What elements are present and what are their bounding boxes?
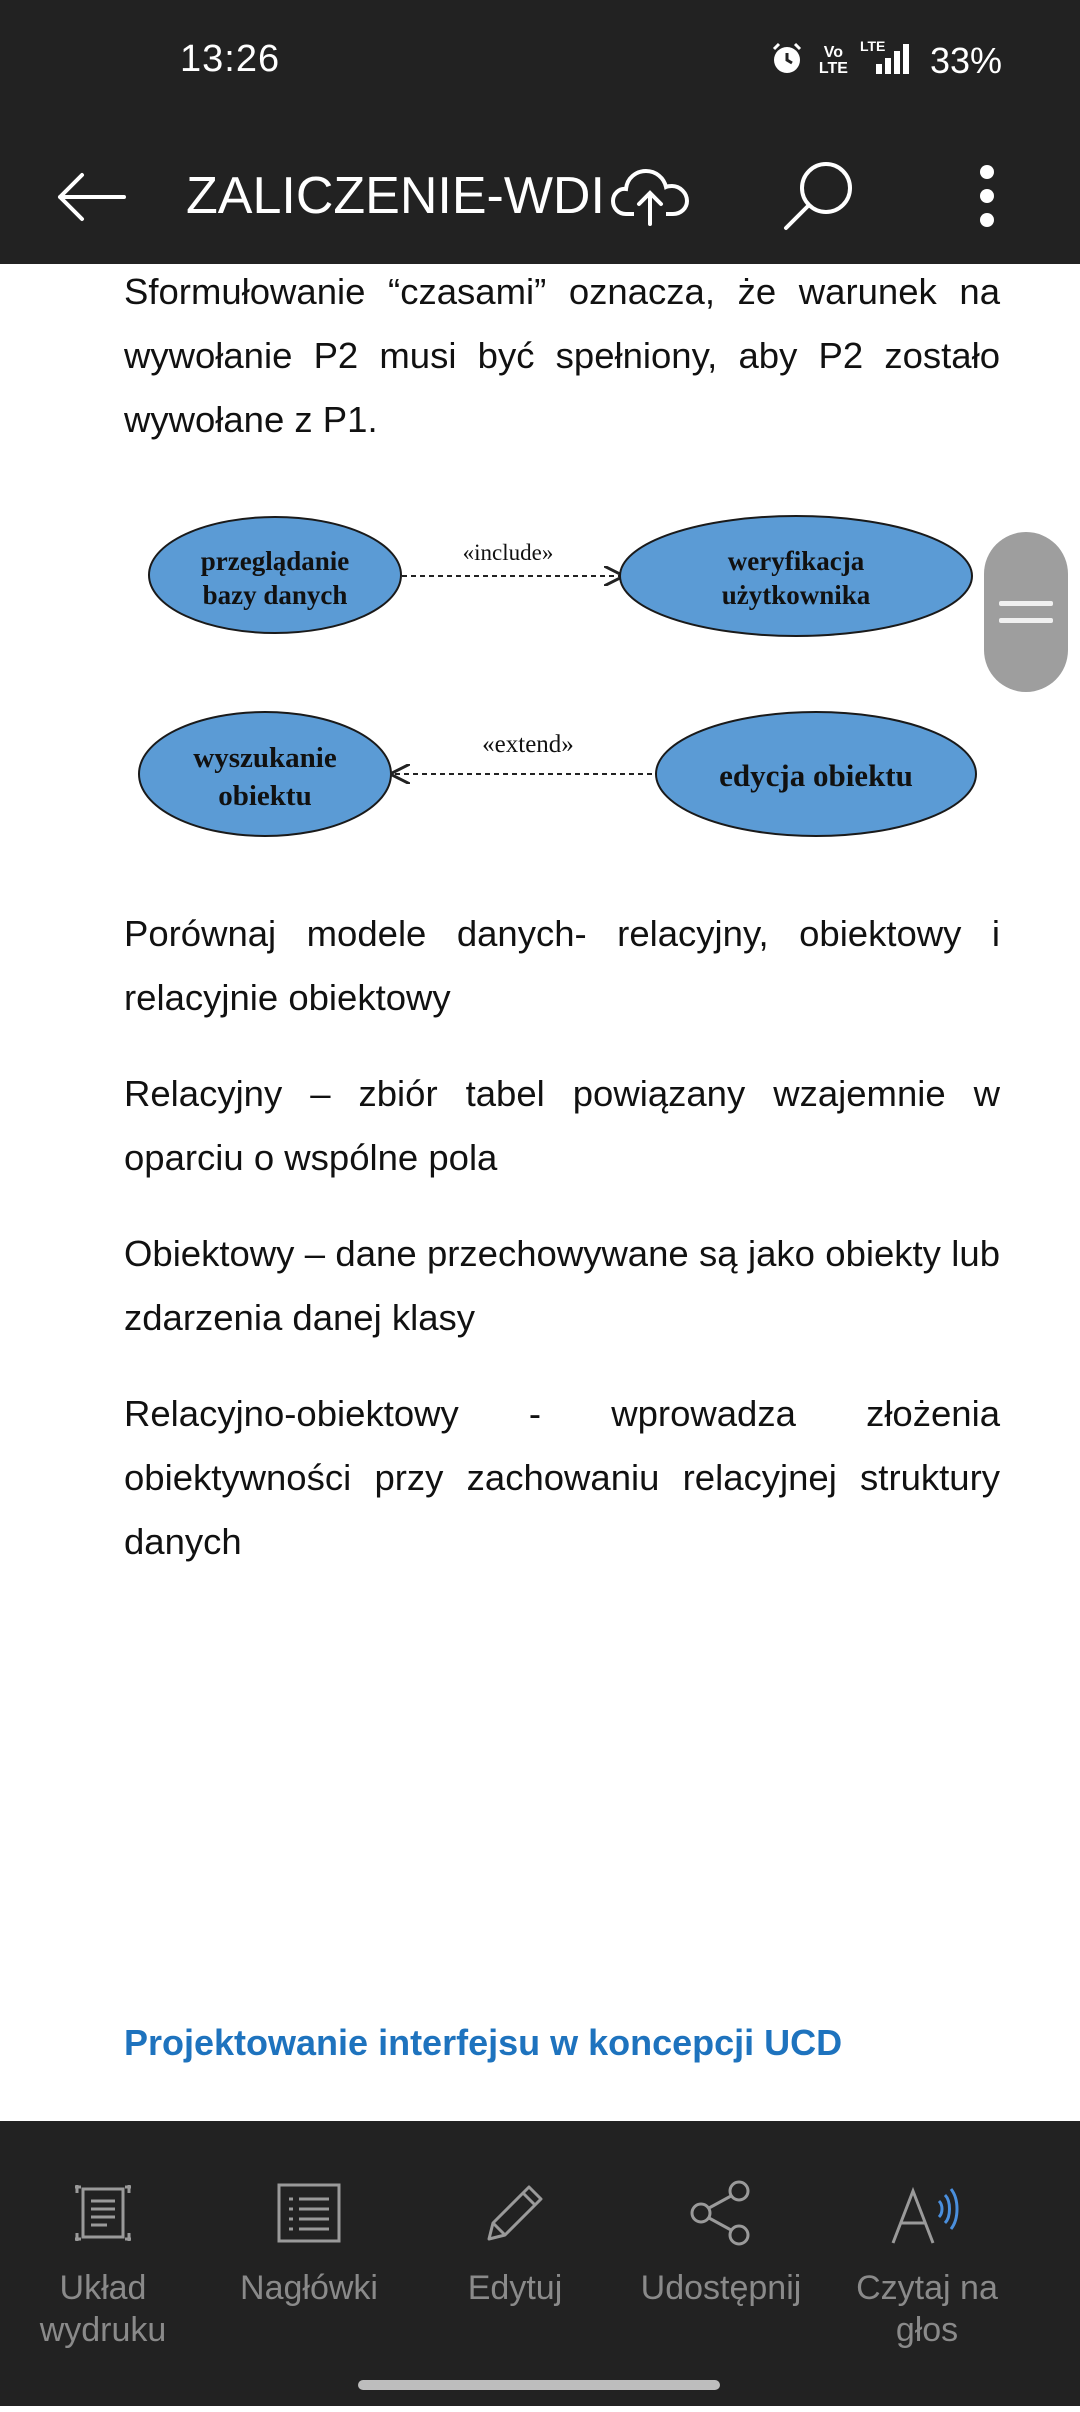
pencil-icon [475,2173,555,2253]
use-case-label: edycja obiektu [719,758,913,793]
use-case-diagram [132,510,986,850]
use-case-label: weryfikacja [727,546,865,576]
more-vert-icon [977,164,997,228]
section-heading[interactable]: Projektowanie interfejsu w koncepcji UCD [124,2022,843,2063]
status-icons [769,36,1002,86]
toolbar-label: Edytuj [467,2269,563,2307]
grip-line [999,601,1053,606]
edit-button[interactable] [412,2121,618,2406]
extend-label: «extend» [482,731,574,758]
back-button[interactable] [46,152,136,242]
toolbar-label: Układ wydruku [39,2269,167,2349]
use-case-label: przeglądanie [200,546,350,576]
back-arrow-icon [56,172,126,222]
scroll-handle[interactable] [984,532,1068,692]
read-aloud-button[interactable] [824,2121,1030,2406]
grip-line [999,618,1053,623]
paragraph: Obiektowy – dane przechowywane są jako obiekty lub zdarzenia danej klasy [124,1233,1000,1338]
bottom-toolbar [0,2121,1080,2406]
paragraph: Relacyjno-obiektowy - wprowadza złożenia obiektywności przy zachowaniu relacyjnej struktury danych [124,1393,1000,1562]
use-case-verify-user [620,516,972,636]
use-case-label: bazy danych [202,580,348,610]
more-options-button[interactable] [941,150,1033,242]
headings-icon [269,2173,349,2253]
document-body [124,260,1000,452]
include-label: «include» [462,540,554,565]
toolbar-label: Nagłówki [240,2269,378,2307]
alarm-icon [769,41,805,82]
paragraph: Porównaj modele danych- relacyjny, obiektowy i relacyjnie obiektowy [124,913,1000,1018]
signal-icon: LTE [862,42,912,81]
status-time: 13:26 [180,38,281,80]
search-button[interactable] [772,150,864,242]
document-title: ZALICZENIE-WDI [186,167,605,225]
cloud-upload-icon [610,164,690,228]
cloud-upload-button[interactable] [604,150,696,242]
use-case-search-object [139,712,391,836]
print-layout-icon [63,2173,143,2253]
paragraph: Sformułowanie “czasami” oznacza, że warunek na wywołanie P2 musi być spełniony, aby P2 zostało wywołane z P1. [124,271,1000,440]
use-case-label: użytkownika [721,580,871,610]
volte-icon: Vo LTE [818,44,848,77]
gesture-nav-bar[interactable] [358,2380,720,2390]
app-bar [0,126,1080,264]
headings-button[interactable] [206,2121,412,2406]
toolbar-label: Udostępnij [640,2269,802,2307]
search-icon [780,158,856,234]
status-bar [0,0,1080,126]
battery-text: 33% [929,40,1002,81]
read-aloud-icon [887,2173,967,2253]
document-body-continued [124,902,1000,1574]
toolbar-label: Czytaj na głos [856,2269,998,2349]
paragraph: Relacyjny – zbiór tabel powiązany wzajemnie w oparciu o wspólne pola [124,1073,1000,1178]
share-icon [681,2173,761,2253]
use-case-label: obiektu [218,780,312,812]
print-layout-button[interactable] [0,2121,206,2406]
share-button[interactable] [618,2121,824,2406]
use-case-label: wyszukanie [193,742,337,774]
